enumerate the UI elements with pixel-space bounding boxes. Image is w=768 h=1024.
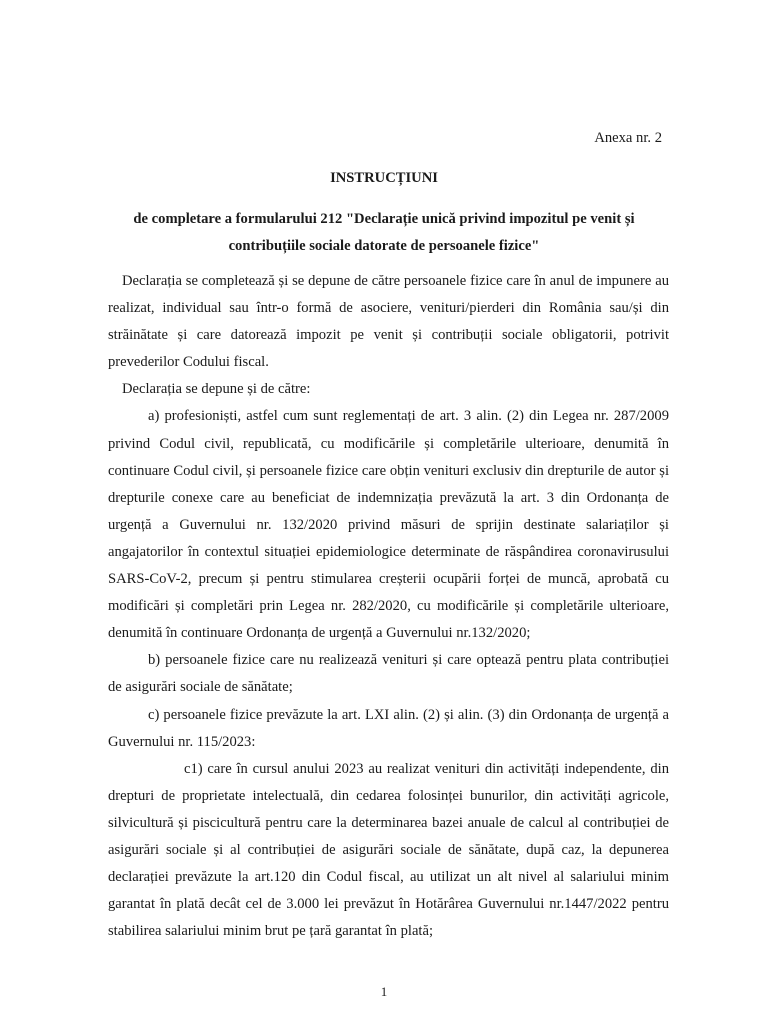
paragraph-intro: Declarația se completează și se depune de către persoanele fizice care în anul de impunere au realizat, individual sau într-o formă de asociere, venituri/pierderi din România sau/și din străinătate și care datorează impozit pe venit și contribuții sociale obligatorii, potrivit prevederilor Codului fiscal. [108, 273, 669, 371]
document-body [108, 268, 669, 945]
page-number: 1 [380, 984, 388, 999]
annex-label: Anexa nr. 2 [594, 130, 662, 146]
paragraph-item-c1: c1) care în cursul anului 2023 au realizat venituri din activități independente, din drepturi de proprietate intelectuală, din cedarea folosinței bunurilor, din activități agricole, silvicultură și piscicultură pentru care la determinarea bazei anuale de calcul al contribuției de asigurări sociale și al contribuției de asigurări sociale de sănătate, după caz, la depunerea declarației prevăzute la art.120 din Codul fiscal, au utilizat un alt nivel al salariului minim garantat în plată decât cel de 3.000 lei prevăzut în Hotărârea Guvernului nr.1447/2022 pentru stabilirea salariului minim brut pe țară garantat în plată; [108, 760, 669, 940]
paragraph-item-a: a) profesioniști, astfel cum sunt reglementați de art. 3 alin. (2) din Legea nr. 287/2009 privind Codul civil, republicată, cu modificările și completările ulterioare, denumită în continuare Codul civil, și persoanele fizice care obțin venituri exclusiv din drepturile de autor și drepturile conexe care au beneficiat de indemnizația prevăzută la art. 3 din Ordonanța de urgență a Guvernului nr. 132/2020 privind măsuri de sprijin destinate salariaților și angajatorilor în contextul situației epidemiologice determinate de răspândirea coronavirusului SARS-CoV-2, precum și pentru stimularea creșterii ocupării forței de muncă, aprobată cu modificări și completări prin Legea nr. 282/2020, cu modificările și completările ulterioare, denumită în continuare Ordonanța de urgență a Guvernului nr.132/2020; [108, 408, 669, 642]
document-title: INSTRUCȚIUNI [330, 170, 438, 186]
paragraph-also-submitted: Declarația se depune și de către: [122, 381, 311, 398]
paragraph-item-b: b) persoanele fizice care nu realizează venituri și care optează pentru plata contribuției de asigurări sociale de sănătate; [108, 652, 669, 696]
document-subtitle: de completare a formularului 212 "Declarație unică privind impozitul pe venit și contribuțiile sociale datorate de persoanele fizice" [133, 211, 635, 254]
paragraph-item-c: c) persoanele fizice prevăzute la art. LXI alin. (2) și alin. (3) din Ordonanța de urgență a Guvernului nr. 115/2023: [108, 706, 669, 750]
